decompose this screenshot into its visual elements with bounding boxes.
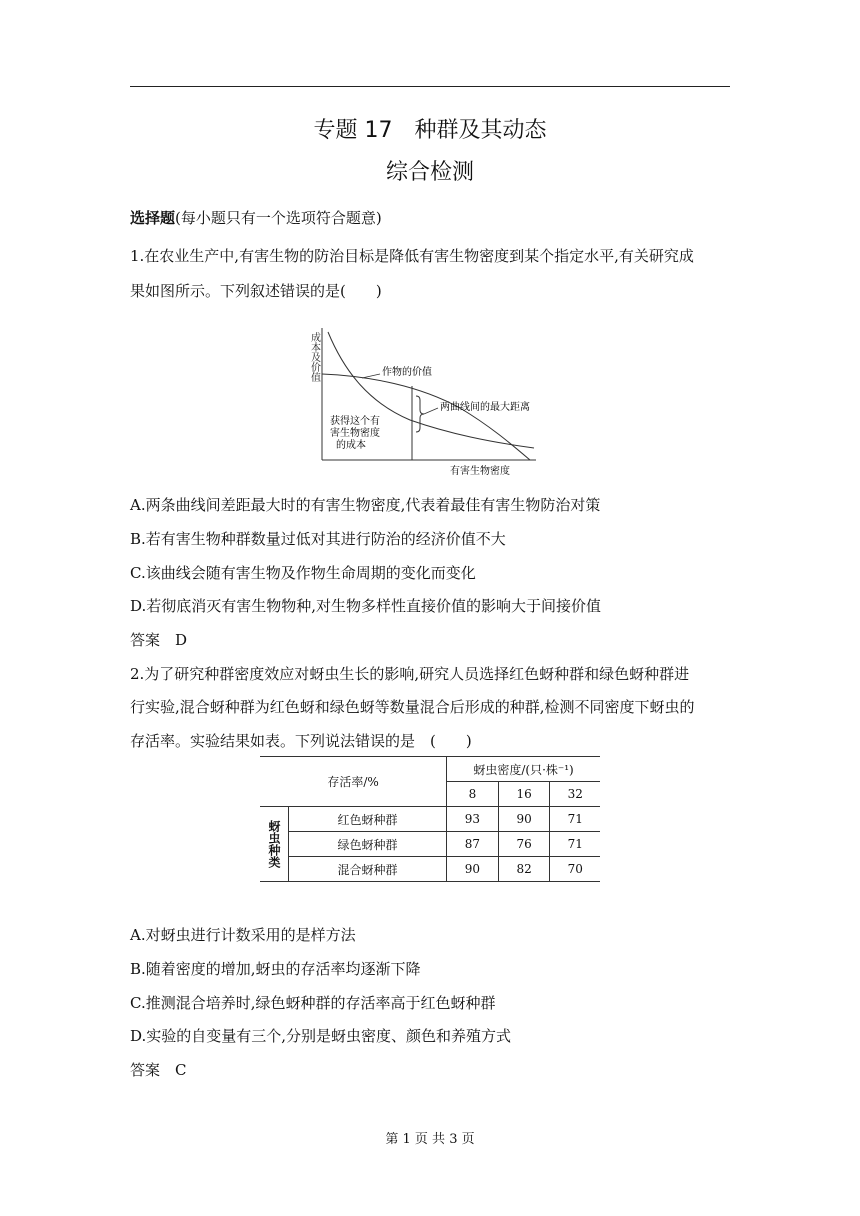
row-name: 绿色蚜种群 bbox=[289, 832, 447, 857]
section-heading bbox=[130, 208, 382, 228]
q2-answer: 答案 C bbox=[130, 1061, 187, 1079]
page-title: 专题 17 种群及其动态 bbox=[313, 118, 547, 143]
value-curve-label: 作物的价值 bbox=[382, 367, 432, 378]
table-cell: 90 bbox=[498, 807, 550, 832]
x-axis-label: 有害生物密度 bbox=[450, 466, 510, 477]
cost-label-line3: 的成本 bbox=[336, 440, 366, 451]
q1-option-c: C.该曲线会随有害生物及作物生命周期的变化而变化 bbox=[130, 564, 476, 582]
table-cell: 70 bbox=[567, 862, 583, 876]
q1-stem-line2: 果如图所示。下列叙述错误的是( ) bbox=[130, 282, 382, 300]
table-cell: 76 bbox=[498, 832, 550, 857]
cost-label-line2: 害生物密度 bbox=[330, 428, 380, 439]
page-subtitle: 综合检测 bbox=[385, 160, 474, 185]
density-header: 蚜虫密度/(只·株⁻¹) bbox=[447, 757, 600, 782]
table-cell: 82 bbox=[498, 857, 550, 882]
q2-table bbox=[260, 756, 600, 882]
q2-option-d: D.实验的自变量有三个,分别是蚜虫密度、颜色和养殖方式 bbox=[130, 1027, 512, 1045]
section-note: (每小题只有一个选项符合题意) bbox=[175, 209, 382, 227]
max-gap-label: 两曲线间的最大距离 bbox=[440, 402, 530, 413]
q1-option-b: B.若有害生物种群数量过低对其进行防治的经济价值不大 bbox=[130, 530, 506, 548]
table-cell: 71 bbox=[567, 837, 583, 851]
max-gap-leader bbox=[424, 408, 438, 414]
q1-option-a: A.两条曲线间差距最大时的有害生物密度,代表着最佳有害生物防治对策 bbox=[130, 496, 601, 514]
q2-option-c: C.推测混合培养时,绿色蚜种群的存活率高于红色蚜种群 bbox=[130, 994, 496, 1012]
row-name: 混合蚜种群 bbox=[289, 857, 447, 882]
q2-option-b: B.随着密度的增加,蚜虫的存活率均逐渐下降 bbox=[130, 960, 421, 978]
density-col: 16 bbox=[498, 782, 550, 807]
header-rule bbox=[130, 86, 730, 87]
max-gap-brace bbox=[416, 396, 424, 432]
density-col: 32 bbox=[567, 787, 583, 801]
q1-stem-line1: 1.在农业生产中,有害生物的防治目标是降低有害生物密度到某个指定水平,有关研究成 bbox=[130, 247, 694, 265]
table-cell: 90 bbox=[447, 857, 499, 882]
q2-stem-line1: 2.为了研究种群密度效应对蚜虫生长的影响,研究人员选择红色蚜种群和绿色蚜种群进 bbox=[130, 665, 690, 683]
page-footer: 第 1 页 共 3 页 bbox=[385, 1132, 475, 1147]
table-cell: 71 bbox=[567, 812, 583, 826]
q2-option-a: A.对蚜虫进行计数采用的是样方法 bbox=[130, 926, 356, 944]
y-axis-label: 成本及价值 bbox=[308, 332, 320, 382]
table-cell: 87 bbox=[447, 832, 499, 857]
section-label: 选择题 bbox=[130, 209, 176, 227]
table-corner: 存活率/% bbox=[260, 757, 447, 807]
table-cell: 93 bbox=[447, 807, 499, 832]
group-label: 蚜虫种类 bbox=[260, 807, 289, 882]
row-name: 红色蚜种群 bbox=[289, 807, 447, 832]
density-col: 8 bbox=[447, 782, 499, 807]
q1-option-d: D.若彻底消灭有害生物物种,对生物多样性直接价值的影响大于间接价值 bbox=[130, 597, 602, 615]
q2-stem-line2: 行实验,混合蚜种群为红色蚜和绿色蚜等数量混合后形成的种群,检测不同密度下蚜虫的 bbox=[130, 698, 695, 716]
value-leader bbox=[362, 374, 380, 378]
cost-label-line1: 获得这个有 bbox=[330, 416, 380, 427]
q2-stem-line3: 存活率。实验结果如表。下列说法错误的是 ( ) bbox=[130, 732, 472, 750]
q1-answer: 答案 D bbox=[130, 631, 188, 649]
q1-chart bbox=[300, 318, 540, 482]
